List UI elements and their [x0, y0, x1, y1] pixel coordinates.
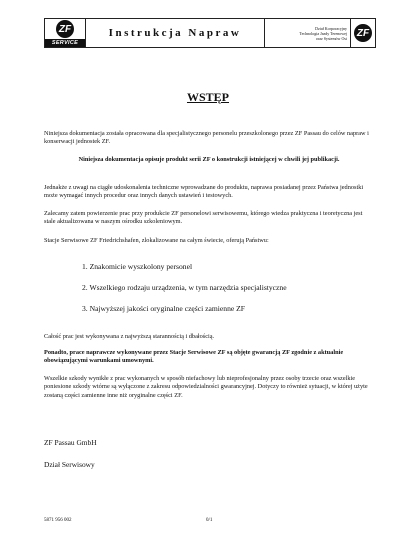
document-header: [44, 18, 376, 48]
paragraph-quality: Całość prac jest wykonywana z najwyższą starannością i dbałością.: [44, 333, 215, 340]
paragraph-updates: Jednakże z uwagi na ciągłe udoskonalenia techniczne wprowadzane do produktu, naprawa posiadanej przez Państwa jednostki może wymagać innych procedur oraz innych danych ustawień i testowych.: [44, 184, 364, 200]
signature-company: ZF Passau GmbH: [44, 438, 97, 447]
paragraph-warranty: Ponadto, prace naprawcze wykonywane przez Stacje Serwisowe ZF są objęte gwarancją ZF zgodnie z aktualnie obowiązującymi warunkami umownymi.: [44, 349, 344, 365]
doc-number: 5871 956 002: [44, 518, 72, 523]
zf-service-logo: [45, 19, 86, 47]
paragraph-liability: Wszelkie szkody wynikłe z prac wykonanych w sposób niefachowy lub nieprofesjonalny przez osoby trzecie oraz wszelkie poniesione szkody wtórne są wyłączone z zakresu odpowiedzialności gwarancyjnej. Dotyczy to również sytuacji, w której użyte zostaną części zamienne inne niż oryginalne części ZF.: [44, 375, 368, 399]
signature-department: Dział Serwisowy: [44, 460, 95, 469]
header-title: Instrukcja Napraw: [86, 19, 265, 47]
zf-logo-right: [351, 19, 375, 47]
header-department: [265, 19, 351, 47]
department-line-2: Technologia Jazdy Terenowej: [299, 30, 347, 36]
list-item: 2. Wszelkiego rodzaju urządzenia, w tym narzędzia specjalistyczne: [82, 283, 287, 292]
zf-logo-icon: ZF: [56, 20, 74, 38]
department-line-1: Dział Korporacyjny: [315, 25, 347, 31]
page-title: WSTĘP: [186, 90, 229, 104]
department-line-3: oraz Systemów Osi: [315, 35, 347, 41]
paragraph-scope: Niniejsza dokumentacja opisuje produkt serii ZF o konstrukcji istniejącej w chwili jej publikacji.: [78, 156, 340, 163]
service-label: SERVICE: [45, 39, 85, 47]
zf-logo-icon-right: ZF: [354, 24, 372, 42]
paragraph-intro: Niniejsza dokumentacja została opracowana dla specjalistycznego personelu przeszkolonego przez ZF Passau do celów napraw i konserwacji jednostek ZF.: [44, 130, 369, 146]
paragraph-recommendation: Zalecamy zatem powierzenie prac przy produkcie ZF personelowi serwisowemu, którego wiedza praktyczna i teoretyczna jest stale aktualizowana w naszym ośrodku szkoleniowym.: [44, 210, 363, 226]
list-item: 3. Najwyższej jakości oryginalne części zamienne ZF: [82, 304, 245, 313]
paragraph-service-stations: Stacje Serwisowe ZF Friedrichshafen, zlokalizowane na całym świecie, oferują Państwu:: [44, 237, 269, 244]
page-number: 0/1: [206, 518, 213, 523]
list-item: 1. Znakomicie wyszkolony personel: [82, 262, 193, 271]
